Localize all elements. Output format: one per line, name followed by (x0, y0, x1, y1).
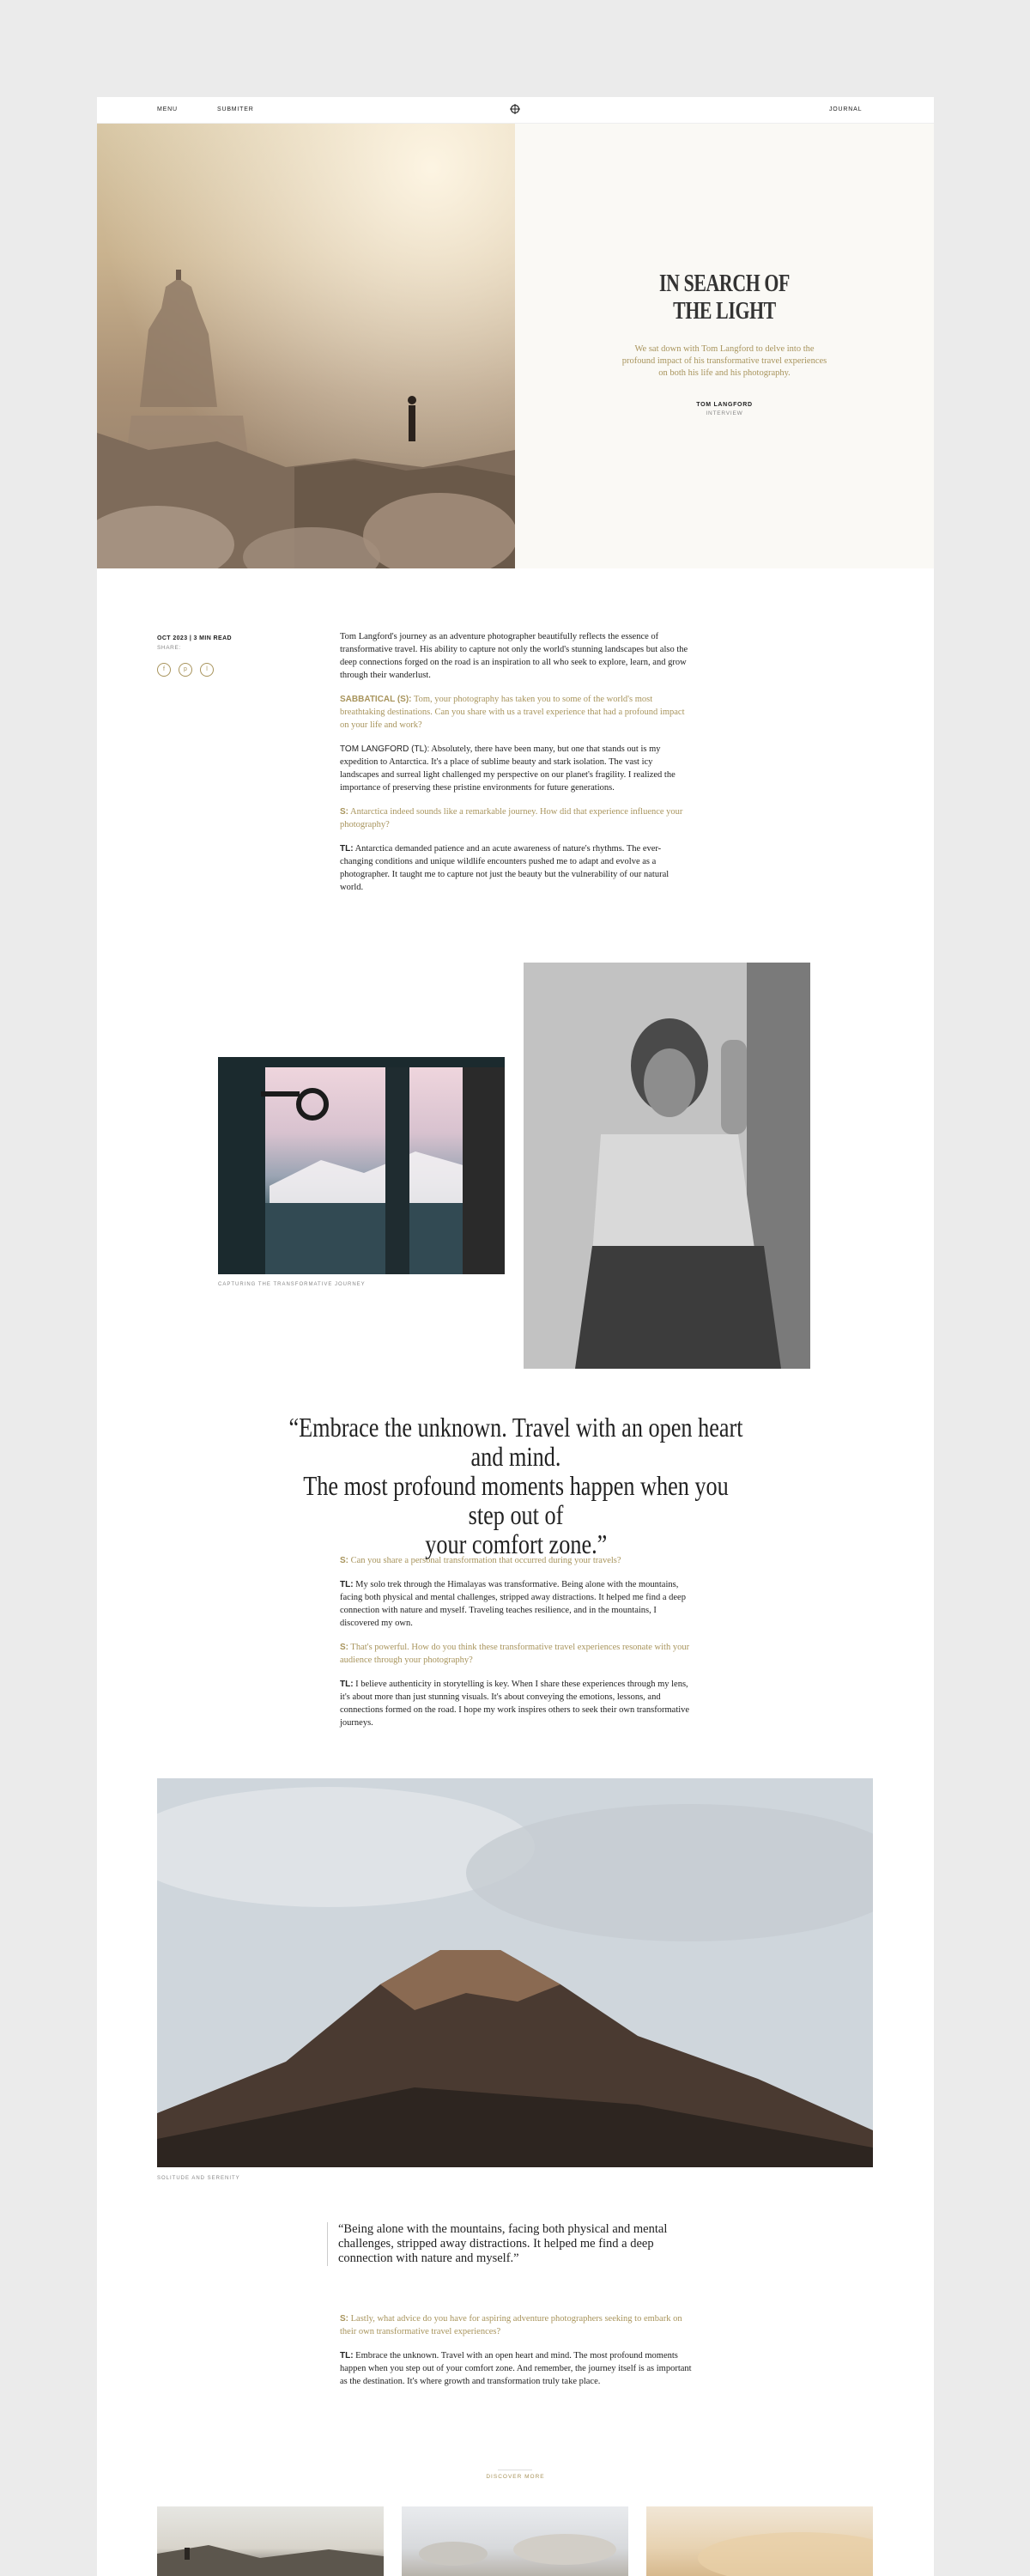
boat-window-illustration (218, 1057, 505, 1274)
article-body-3 (340, 2312, 692, 2399)
article-body-2 (340, 1554, 692, 1741)
question-2: S: Antarctica indeed sounds like a remarkable journey. How did that experience influence your photography? (340, 807, 683, 829)
author-name: TOM LANGFORD (696, 402, 753, 408)
logo-icon[interactable] (510, 104, 520, 114)
intro-paragraph: Tom Langford's journey as an adventure photographer beautifully reflects the essence of transformative travel. His ability to capture not only the world's stunning landscapes but also the deep connections forged on the road is an inspiration to all who seek to explore, learn, and grow through their wanderlust. (340, 632, 688, 680)
boat-window-image (218, 1057, 505, 1274)
pull-quote: “Embrace the unknown. Travel with an open heart and mind. The most profound moments happen when you step out of your comfort zone.” (288, 1412, 743, 1559)
link-icon[interactable]: l (200, 663, 214, 677)
discover-more-link[interactable]: DISCOVER MORE (486, 2474, 545, 2480)
related-card-1-illustration (157, 2506, 384, 2576)
pinterest-icon[interactable]: p (179, 663, 192, 677)
article-date: OCT 2023 | 3 MIN READ (157, 635, 232, 641)
article-body-1 (340, 630, 692, 905)
hero-landscape-illustration (97, 124, 515, 568)
answer-2: TL: Antarctica demanded patience and an acute awareness of nature's rhythms. The ever-changing conditions and unique wildlife encounters pushed me to adapt and evolve as a photographer. It taught me to capture not just the beauty but the vulnerability of our natural world. (340, 844, 670, 892)
page (97, 97, 934, 2576)
question-5: S: Lastly, what advice do you have for aspiring adventure photographers seeking to embark on their own transformative travel experiences? (340, 2314, 682, 2336)
mountain-image (157, 1778, 873, 2167)
hero-panel (515, 124, 934, 568)
portrait-image (524, 963, 810, 1369)
answer-4: TL: I believe authenticity in storytelling is key. When I share these experiences through my lens, it's about more than just stunning visuals. It's about conveying the emotions, lessons, and connections formed on the road. I hope my work inspires others to seek their own transformative journeys. (340, 1680, 690, 1728)
article-subtitle: We sat down with Tom Langford to delve into the profound impact of his transformative travel experiences on both his life and his photography. (621, 344, 827, 378)
mountain-illustration (157, 1778, 873, 2167)
answer-3: TL: My solo trek through the Himalayas was transformative. Being alone with the mountains, facing both physical and mental challenges, stripped away distractions. It helped me find a deep connection with nature and myself. Traveling teaches resilience, and in the mountains, I discovered my own. (340, 1580, 686, 1628)
related-card-3-illustration (646, 2506, 873, 2576)
caption-transformative: CAPTURING THE TRANSFORMATIVE JOURNEY (218, 1282, 366, 1287)
menu-link[interactable]: MENU (157, 106, 178, 112)
question-1: SABBATICAL (S): Tom, your photography has taken you to some of the world's most breathtaking destinations. Can you share with us a travel experience that had a profound impact on your life and work? (340, 695, 685, 730)
related-card-2-illustration (402, 2506, 628, 2576)
journal-link[interactable]: JOURNAL (829, 106, 863, 112)
share-buttons (157, 659, 218, 677)
question-3: S: Can you share a personal transformation that occurred during your travels? (340, 1556, 621, 1565)
related-card-3[interactable] (646, 2506, 873, 2576)
top-nav (97, 97, 934, 124)
share-label: SHARE: (157, 645, 181, 651)
article-title: IN SEARCH OF THE LIGHT (659, 270, 790, 325)
answer-1: TOM LANGFORD (TL): Absolutely, there have been many, but one that stands out is my expedition to Antarctica. It's a place of sublime beauty and stark isolation. The vast icy landscapes and surreal light challenged my perspective on our planet's fragility. I realized the importance of preserving these pristine environments for future generations. (340, 744, 676, 793)
article-type: INTERVIEW (706, 410, 743, 416)
caption-solitude: SOLITUDE AND SERENITY (157, 2176, 240, 2181)
question-4: S: That's powerful. How do you think these transformative travel experiences resonate with your audience through your photography? (340, 1643, 690, 1665)
answer-5: TL: Embrace the unknown. Travel with an open heart and mind. The most profound moments happen when you step out of your comfort zone. And remember, the journey itself is as important as the destination. It's where growth and transformation truly take place. (340, 2351, 692, 2386)
related-card-1[interactable] (157, 2506, 384, 2576)
subscribe-link[interactable]: SUBMITER (217, 106, 254, 112)
portrait-illustration (524, 963, 810, 1369)
facebook-icon[interactable]: f (157, 663, 171, 677)
related-card-2[interactable] (402, 2506, 628, 2576)
block-quote: “Being alone with the mountains, facing both physical and mental challenges, stripped away distractions. It helped me find a deep connection with nature and myself.” (327, 2222, 699, 2266)
hero-image (97, 124, 515, 568)
